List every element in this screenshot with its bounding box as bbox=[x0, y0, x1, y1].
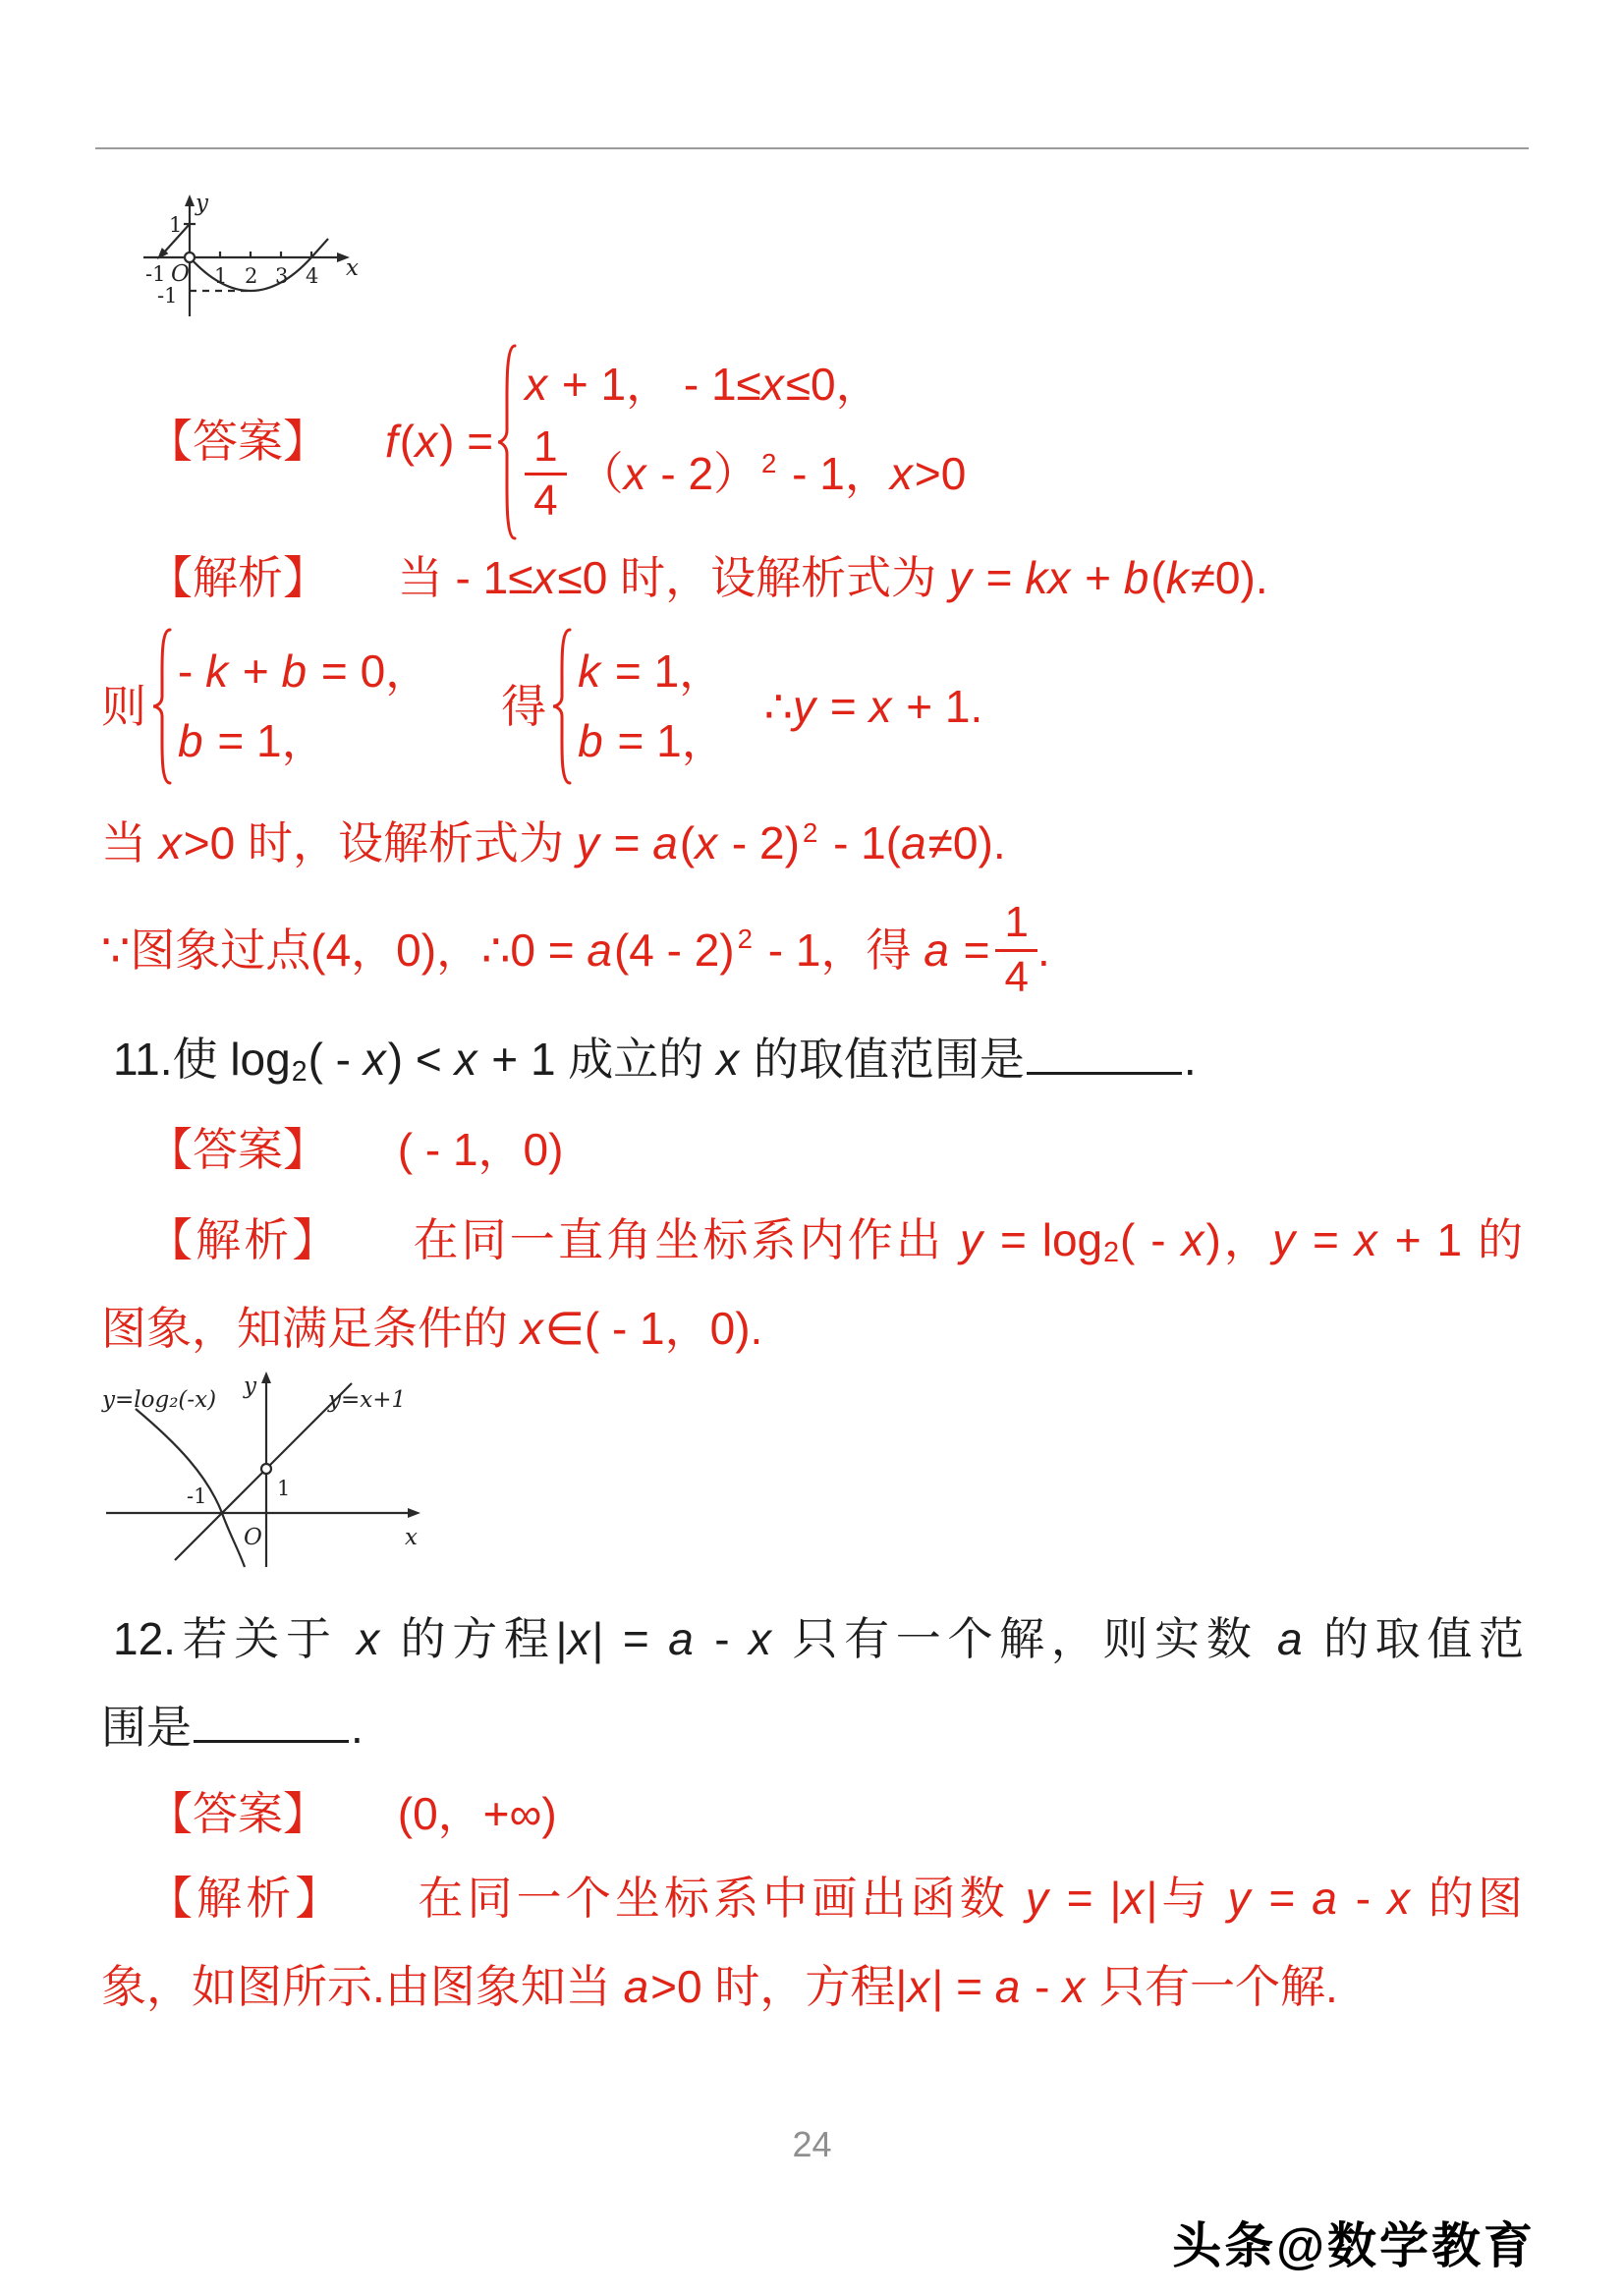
figure1-xtick-neg1: -1 bbox=[145, 262, 166, 286]
analysis-label: 【解析】 bbox=[147, 1873, 345, 1924]
answer11-line bbox=[147, 1124, 563, 1176]
figure-piecewise-graph bbox=[136, 193, 366, 322]
system2-row1: k = 1， bbox=[578, 645, 725, 698]
fraction-one-fourth: $\frac{1}{4}$ bbox=[525, 424, 566, 524]
open-point-0-1 bbox=[261, 1464, 271, 1474]
analysis12-line1 bbox=[147, 1873, 1523, 1925]
fraction-a-value: $\frac{1}{4}$ bbox=[995, 900, 1036, 999]
figure2-ytick-1: 1 bbox=[277, 1477, 291, 1500]
answer11-text: ( - 1，0) bbox=[397, 1124, 564, 1175]
answer10-fx: f(x) = bbox=[385, 416, 494, 468]
answer-label: 【答案】 bbox=[147, 1788, 328, 1839]
figure1-y-label: y bbox=[196, 193, 208, 216]
figure1-xtick-1: 1 bbox=[214, 264, 228, 288]
analysis10-line4-pre: ∵图象过点(4，0)，∴0 = a(4 - 2) $^2$ - 1，得 a = bbox=[101, 924, 990, 976]
answer10-row1: x + 1， - 1≤x≤0， bbox=[525, 359, 881, 411]
figure2-xtick-neg1: -1 bbox=[187, 1484, 207, 1508]
analysis-label: 【解析】 bbox=[147, 1214, 341, 1265]
system1-brace-icon bbox=[150, 628, 174, 785]
figure1-ytick-1: 1 bbox=[169, 213, 183, 237]
analysis10-line4 bbox=[101, 892, 1050, 1008]
figure2-origin-label: O bbox=[244, 1525, 262, 1550]
analysis10-line1 bbox=[147, 552, 1268, 604]
system1-row2: b = 1， bbox=[178, 715, 327, 766]
analysis10-line1-text: 当 - 1≤x≤0 时，设解析式为 y = kx + b(k≠0). bbox=[397, 552, 1268, 603]
system2-row2: b = 1， bbox=[578, 715, 727, 766]
system2-brace-icon bbox=[550, 628, 574, 785]
figure2-x-label: x bbox=[405, 1525, 418, 1550]
analysis12-line2: 象，如图所示.由图象知当 a>0 时，方程|x| = a - x 只有一个解. bbox=[101, 1961, 1338, 2012]
analysis11-line1 bbox=[147, 1214, 1524, 1269]
analysis10-system bbox=[101, 627, 982, 786]
question-12-line2: 围是 . bbox=[101, 1702, 364, 1753]
system-then: 则 bbox=[101, 680, 146, 732]
system1-row1: - k + b = 0， bbox=[178, 645, 431, 698]
figure1-xtick-3: 3 bbox=[275, 264, 289, 288]
answer12-text: (0，+∞) bbox=[397, 1788, 557, 1839]
answer12-line bbox=[147, 1788, 557, 1840]
analysis-label: 【解析】 bbox=[147, 552, 328, 603]
figure2-line-label: y=x+1 bbox=[328, 1387, 407, 1413]
system-conclusion: ∴y = x + 1. bbox=[763, 680, 983, 732]
page-number: 24 bbox=[792, 2124, 832, 2164]
figure2-curve-label: y=log₂(-x) bbox=[102, 1387, 217, 1413]
figure1-origin-label: O bbox=[171, 261, 190, 287]
system-get: 得 bbox=[501, 680, 547, 732]
analysis10-line4-period: . bbox=[1036, 924, 1050, 976]
answer-label: 【答案】 bbox=[147, 416, 328, 468]
answer-label: 【答案】 bbox=[147, 1124, 328, 1175]
answer10-block bbox=[147, 346, 966, 537]
figure1-xtick-2: 2 bbox=[245, 264, 258, 288]
question-11: 11.使 log2( - x) < x + 1 成立的 x 的取值范围是 . bbox=[113, 1034, 1197, 1089]
x-axis-arrow-icon bbox=[408, 1508, 420, 1518]
top-rule bbox=[95, 147, 1529, 149]
figure1-ytick-neg1: -1 bbox=[157, 284, 178, 308]
figure2-y-label: y bbox=[244, 1373, 256, 1399]
question-12-line1: 12.若关于 x 的方程|x| = a - x 只有一个解，则实数 a 的取值范 bbox=[113, 1613, 1524, 1664]
watermark: 头条@数学教育 bbox=[1172, 2218, 1536, 2273]
analysis11-line2: 图象，知满足条件的 x∈( - 1，0). bbox=[101, 1303, 763, 1354]
figure-log-graph bbox=[94, 1366, 433, 1577]
analysis12-line1-text: 在同一个坐标系中画出函数 y = |x|与 y = a - x 的图 bbox=[418, 1873, 1523, 1924]
answer10-row2-text: （x - 2） $^2$ - 1，x>0 bbox=[578, 448, 967, 500]
figure1-xtick-4: 4 bbox=[306, 264, 319, 288]
figure1-x-label: x bbox=[346, 255, 359, 281]
analysis10-line3: 当 x>0 时，设解析式为 y = a(x - 2) $^2$ - 1(a≠0). bbox=[101, 816, 1006, 868]
answer10-row2 bbox=[525, 424, 966, 524]
y-axis-arrow-icon bbox=[185, 195, 195, 206]
piecewise-brace-icon bbox=[495, 344, 521, 540]
analysis11-line1-text: 在同一直角坐标系内作出 y = log2( - x)，y = x + 1 的 bbox=[413, 1214, 1524, 1269]
y-axis-arrow-icon bbox=[261, 1372, 271, 1383]
